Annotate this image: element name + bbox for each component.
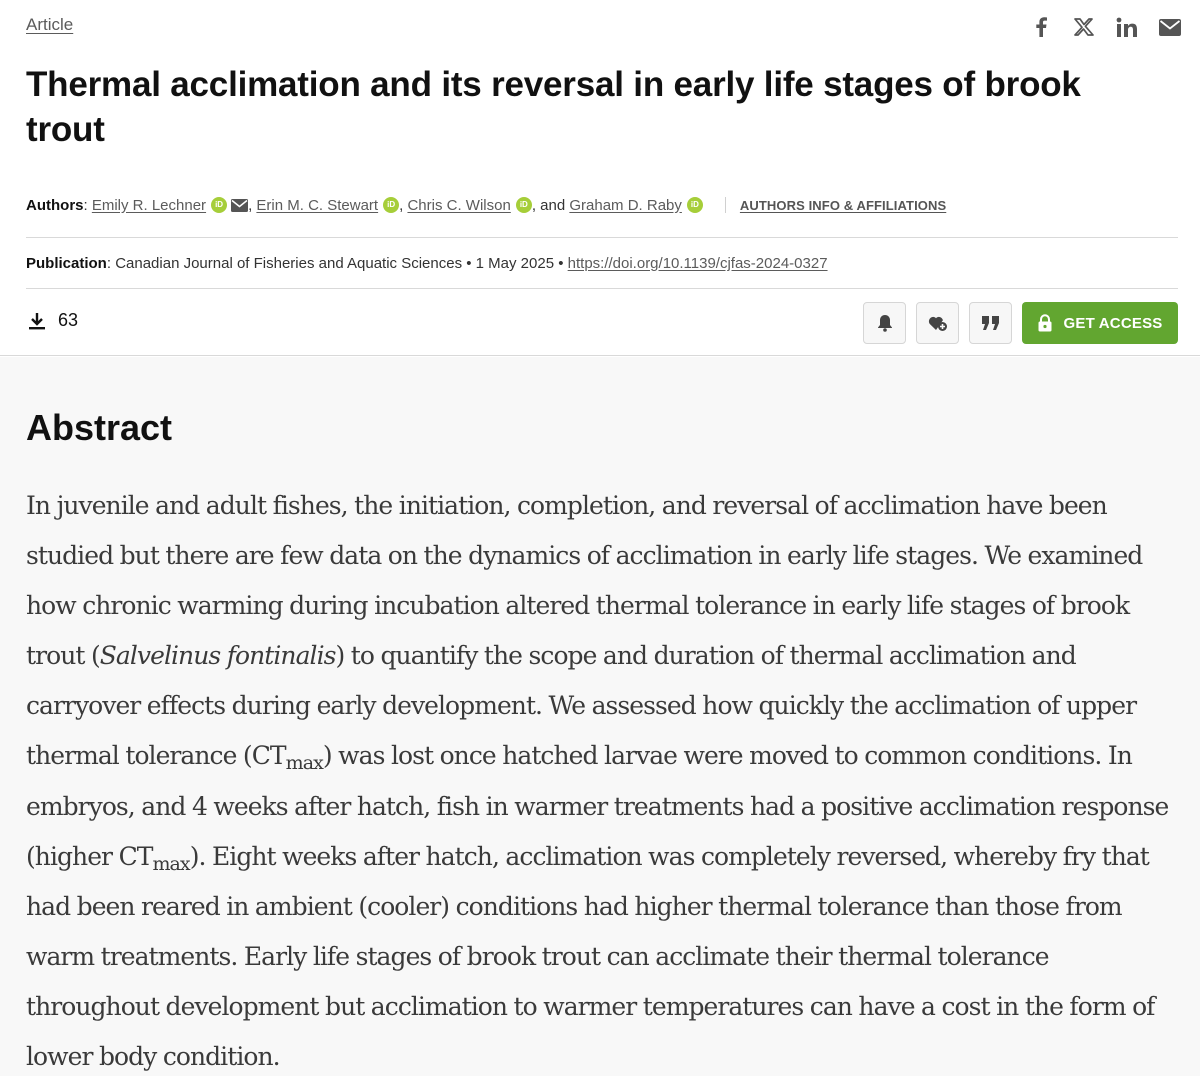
divider	[26, 288, 1178, 289]
linkedin-share-button[interactable]	[1110, 12, 1143, 42]
article-actions	[863, 302, 1178, 344]
divider	[26, 237, 1178, 238]
authors-row: Authors : Emily R. Lechner iD , Erin M. C. Stewart iD , Chris C. Wilson iD , and Graham D. Raby iD AUTHORS INFO & AFFILIATIONS	[26, 196, 947, 214]
orcid-icon[interactable]: iD	[516, 197, 532, 213]
authors-affiliations-link[interactable]: AUTHORS INFO & AFFILIATIONS	[739, 197, 947, 213]
publication-row: Publication : Canadian Journal of Fisheries and Aquatic Sciences • 1 May 2025 • https://doi.org/10.1139/cjfas-2024-0327	[26, 254, 828, 272]
download-count	[28, 310, 78, 331]
share-bar	[1024, 12, 1186, 42]
publication-label: Publication	[26, 254, 107, 272]
abstract-heading: Abstract	[26, 407, 173, 448]
article-title: Thermal acclimation and its reversal in early life stages of brook trout	[26, 65, 1081, 149]
abstract-section	[0, 357, 1200, 1076]
author-link[interactable]: Graham D. Raby	[569, 196, 682, 214]
quote-icon	[982, 316, 1000, 330]
orcid-icon[interactable]: iD	[211, 197, 227, 213]
journal-name: Canadian Journal of Fisheries and Aquatic Sciences	[115, 254, 463, 272]
x-icon	[1074, 18, 1094, 36]
linkedin-icon	[1116, 17, 1138, 37]
abstract-text: In juvenile and adult fishes, the initiation, completion, and reversal of acclimation have been studied but there are few data on the dynamics of acclimation in early life stages. We examined how chronic warming during incubation altered thermal tolerance in early life stages of brook trout (Salvelinus fontinalis) to quantify the scope and duration of thermal acclimation and carryover effects during early development. We assessed how quickly the acclimation of upper thermal tolerance $(CT_{max})$ was lost once hatched larvae were moved to common conditions. In embryos, and 4 weeks after hatch, fish in warmer treatments had a positive acclimation response (higher $CT_{max}$). Eight weeks after hatch, acclimation was completely reversed, whereby fry that had been reared in ambient (cooler) conditions had higher thermal tolerance than those from warm treatments. Early life stages of brook trout can acclimate their thermal tolerance throughout development but acclimation to warmer temperatures can have a cost in the form of lower body condition.	[26, 491, 1169, 1072]
facebook-icon	[1035, 17, 1047, 37]
favorite-add-icon	[928, 314, 948, 332]
email-share-button[interactable]	[1153, 12, 1186, 42]
doi-link[interactable]: https://doi.org/10.1139/cjfas-2024-0327	[567, 254, 828, 272]
bell-icon	[877, 314, 893, 332]
authors-label: Authors	[26, 196, 84, 214]
x-share-button[interactable]	[1067, 12, 1100, 42]
email-icon	[1159, 19, 1181, 36]
article-header	[0, 0, 1200, 356]
species-name: Salvelinus fontinalis	[99, 641, 336, 671]
facebook-share-button[interactable]	[1024, 12, 1057, 42]
alert-button[interactable]	[863, 302, 906, 344]
author-link[interactable]: Chris C. Wilson	[407, 196, 511, 214]
article-type-link[interactable]: Article	[26, 15, 74, 34]
lock-icon	[1038, 314, 1052, 332]
get-access-button[interactable]	[1022, 302, 1178, 344]
divider	[725, 197, 726, 213]
download-count-value: 63	[58, 310, 79, 330]
author-link[interactable]: Emily R. Lechner	[91, 196, 207, 214]
orcid-icon[interactable]: iD	[687, 197, 703, 213]
publication-date: 1 May 2025	[475, 254, 555, 272]
download-icon	[28, 312, 46, 330]
get-access-label: GET ACCESS	[1063, 314, 1163, 332]
orcid-icon[interactable]: iD	[383, 197, 399, 213]
author-link[interactable]: Erin M. C. Stewart	[256, 196, 379, 214]
email-author-icon[interactable]	[231, 199, 248, 212]
and-text: and	[540, 196, 566, 214]
cite-button[interactable]	[969, 302, 1012, 344]
favorite-button[interactable]	[916, 302, 959, 344]
